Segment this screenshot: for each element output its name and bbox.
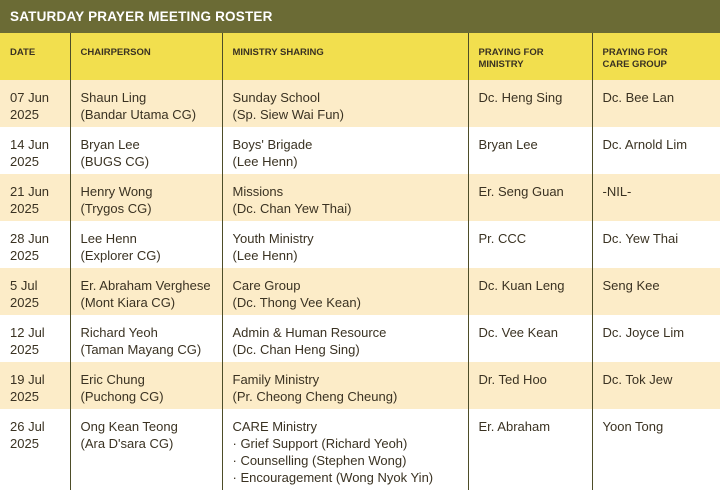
table-row — [0, 409, 720, 490]
praying-for-ministry-cell — [468, 268, 592, 315]
praying-for-ministry-cell-text: Pr. CCC — [478, 231, 527, 246]
praying-for-ministry-cell-text: Dc. Kuan Leng — [478, 278, 565, 293]
date-cell-line: 21 Jun — [10, 184, 50, 199]
chairperson-cell-line: Shaun Ling — [80, 90, 147, 105]
ministry-sharing-cell — [222, 127, 468, 174]
chairperson-cell-line: Eric Chung — [80, 372, 145, 387]
ministry-sharing-cell-line: Care Group — [232, 278, 301, 293]
header-praying-for-ministry — [468, 33, 592, 80]
ministry-sharing-cell-line: Boys' Brigade — [232, 137, 313, 152]
praying-for-ministry-cell — [468, 127, 592, 174]
praying-for-ministry-cell — [468, 221, 592, 268]
ministry-sharing-cell-line: Sunday School — [232, 90, 320, 105]
praying-for-care-group-cell-text: Dc. Bee Lan — [602, 90, 675, 105]
table-row — [0, 268, 720, 315]
date-cell — [0, 268, 70, 315]
date-cell-line: 26 Jul — [10, 419, 45, 434]
chairperson-cell — [70, 221, 222, 268]
chairperson-cell-line: Bryan Lee — [80, 137, 140, 152]
header-date — [0, 33, 70, 80]
praying-for-ministry-cell-text: Dr. Ted Hoo — [478, 372, 547, 387]
praying-for-care-group-cell-text: Dc. Joyce Lim — [602, 325, 685, 340]
chairperson-cell-line: Er. Abraham Verghese — [80, 278, 211, 293]
date-cell — [0, 409, 70, 490]
roster-table — [0, 33, 720, 490]
praying-for-care-group-cell-text: Dc. Arnold Lim — [602, 137, 688, 152]
chairperson-cell-line: (Puchong CG) — [80, 389, 164, 404]
date-cell-line: 2025 — [10, 154, 39, 169]
ministry-sharing-cell-line: (Dc. Chan Heng Sing) — [232, 342, 360, 357]
praying-for-ministry-cell-text: Dc. Vee Kean — [478, 325, 558, 340]
praying-for-care-group-cell — [592, 80, 720, 127]
date-cell-line: 2025 — [10, 436, 39, 451]
header-chairperson — [70, 33, 222, 80]
chairperson-cell — [70, 80, 222, 127]
chairperson-cell-line: (Bandar Utama CG) — [80, 107, 197, 122]
header-text: CHAIRPERSON — [80, 47, 151, 58]
header-praying-for-care-group — [592, 33, 720, 80]
chairperson-cell-line: Ong Kean Teong — [80, 419, 178, 434]
date-cell-line: 2025 — [10, 295, 39, 310]
ministry-sharing-cell-line: Admin & Human Resource — [232, 325, 387, 340]
table-header-row — [0, 33, 720, 80]
ministry-sharing-cell — [222, 362, 468, 409]
header-ministry-sharing — [222, 33, 468, 80]
date-cell-line: 5 Jul — [10, 278, 38, 293]
date-cell-line: 12 Jul — [10, 325, 45, 340]
chairperson-cell-line: (Explorer CG) — [80, 248, 161, 263]
chairperson-cell-line: Henry Wong — [80, 184, 153, 199]
praying-for-care-group-cell-text: Yoon Tong — [602, 419, 664, 434]
roster-title: SATURDAY PRAYER MEETING ROSTER — [0, 0, 720, 33]
ministry-sharing-cell-line: Family Ministry — [232, 372, 320, 387]
praying-for-ministry-cell-text: Er. Abraham — [478, 419, 551, 434]
date-cell — [0, 221, 70, 268]
praying-for-care-group-cell-text: Dc. Tok Jew — [602, 372, 673, 387]
date-cell-line: 2025 — [10, 107, 39, 122]
table-row — [0, 362, 720, 409]
date-cell-line: 2025 — [10, 201, 39, 216]
table-row — [0, 174, 720, 221]
date-cell — [0, 315, 70, 362]
chairperson-cell-line: (Mont Kiara CG) — [80, 295, 176, 310]
date-cell — [0, 362, 70, 409]
header-text: MINISTRY SHARING — [232, 47, 324, 58]
roster-body — [0, 80, 720, 490]
praying-for-ministry-cell — [468, 80, 592, 127]
date-cell-line: 28 Jun — [10, 231, 50, 246]
praying-for-care-group-cell — [592, 127, 720, 174]
ministry-sharing-cell — [222, 174, 468, 221]
chairperson-cell-line: (Ara D'sara CG) — [80, 436, 174, 451]
praying-for-care-group-cell — [592, 362, 720, 409]
praying-for-ministry-cell — [468, 315, 592, 362]
ministry-sharing-cell-line: · Counselling (Stephen Wong) — [232, 453, 407, 468]
praying-for-ministry-cell-text: Dc. Heng Sing — [478, 90, 563, 105]
praying-for-care-group-cell — [592, 315, 720, 362]
ministry-sharing-cell — [222, 80, 468, 127]
ministry-sharing-cell-line: (Dc. Chan Yew Thai) — [232, 201, 352, 216]
ministry-sharing-cell-line: Youth Ministry — [232, 231, 314, 246]
ministry-sharing-cell-line: · Grief Support (Richard Yeoh) — [232, 436, 408, 451]
praying-for-care-group-cell-text: Seng Kee — [602, 278, 660, 293]
ministry-sharing-cell-line: (Lee Henn) — [232, 154, 298, 169]
date-cell-line: 19 Jul — [10, 372, 45, 387]
date-cell-line: 2025 — [10, 389, 39, 404]
date-cell — [0, 127, 70, 174]
ministry-sharing-cell — [222, 221, 468, 268]
praying-for-care-group-cell — [592, 174, 720, 221]
date-cell — [0, 80, 70, 127]
praying-for-ministry-cell — [468, 362, 592, 409]
header-text: PRAYING FOR — [478, 47, 544, 58]
header-text: DATE — [10, 47, 36, 58]
ministry-sharing-cell-line: (Lee Henn) — [232, 248, 298, 263]
header-text: CARE GROUP — [602, 59, 667, 70]
ministry-sharing-cell-line: CARE Ministry — [232, 419, 318, 434]
praying-for-ministry-cell-text: Er. Seng Guan — [478, 184, 564, 199]
date-cell — [0, 174, 70, 221]
header-text: MINISTRY — [478, 59, 524, 70]
praying-for-ministry-cell — [468, 409, 592, 490]
ministry-sharing-cell-line: (Dc. Thong Vee Kean) — [232, 295, 361, 310]
chairperson-cell — [70, 127, 222, 174]
table-row — [0, 80, 720, 127]
table-row — [0, 221, 720, 268]
praying-for-care-group-cell — [592, 268, 720, 315]
table-row — [0, 127, 720, 174]
date-cell-line: 07 Jun — [10, 90, 50, 105]
header-text: PRAYING FOR — [602, 47, 668, 58]
ministry-sharing-cell-line: · Encouragement (Wong Nyok Yin) — [232, 470, 434, 485]
praying-for-care-group-cell-text: -NIL- — [602, 184, 632, 199]
date-cell-line: 2025 — [10, 342, 39, 357]
praying-for-care-group-cell — [592, 221, 720, 268]
chairperson-cell-line: Lee Henn — [80, 231, 137, 246]
chairperson-cell-line: Richard Yeoh — [80, 325, 158, 340]
ministry-sharing-cell-line: Missions — [232, 184, 284, 199]
ministry-sharing-cell — [222, 268, 468, 315]
praying-for-care-group-cell — [592, 409, 720, 490]
praying-for-care-group-cell-text: Dc. Yew Thai — [602, 231, 679, 246]
praying-for-ministry-cell — [468, 174, 592, 221]
chairperson-cell-line: (Taman Mayang CG) — [80, 342, 202, 357]
chairperson-cell-line: (BUGS CG) — [80, 154, 150, 169]
chairperson-cell — [70, 362, 222, 409]
date-cell-line: 2025 — [10, 248, 39, 263]
chairperson-cell — [70, 268, 222, 315]
chairperson-cell — [70, 315, 222, 362]
date-cell-line: 14 Jun — [10, 137, 50, 152]
table-row — [0, 315, 720, 362]
chairperson-cell — [70, 174, 222, 221]
ministry-sharing-cell-line: (Pr. Cheong Cheng Cheung) — [232, 389, 398, 404]
chairperson-cell — [70, 409, 222, 490]
praying-for-ministry-cell-text: Bryan Lee — [478, 137, 538, 152]
ministry-sharing-cell-line: (Sp. Siew Wai Fun) — [232, 107, 344, 122]
ministry-sharing-cell — [222, 409, 468, 490]
chairperson-cell-line: (Trygos CG) — [80, 201, 152, 216]
ministry-sharing-cell — [222, 315, 468, 362]
